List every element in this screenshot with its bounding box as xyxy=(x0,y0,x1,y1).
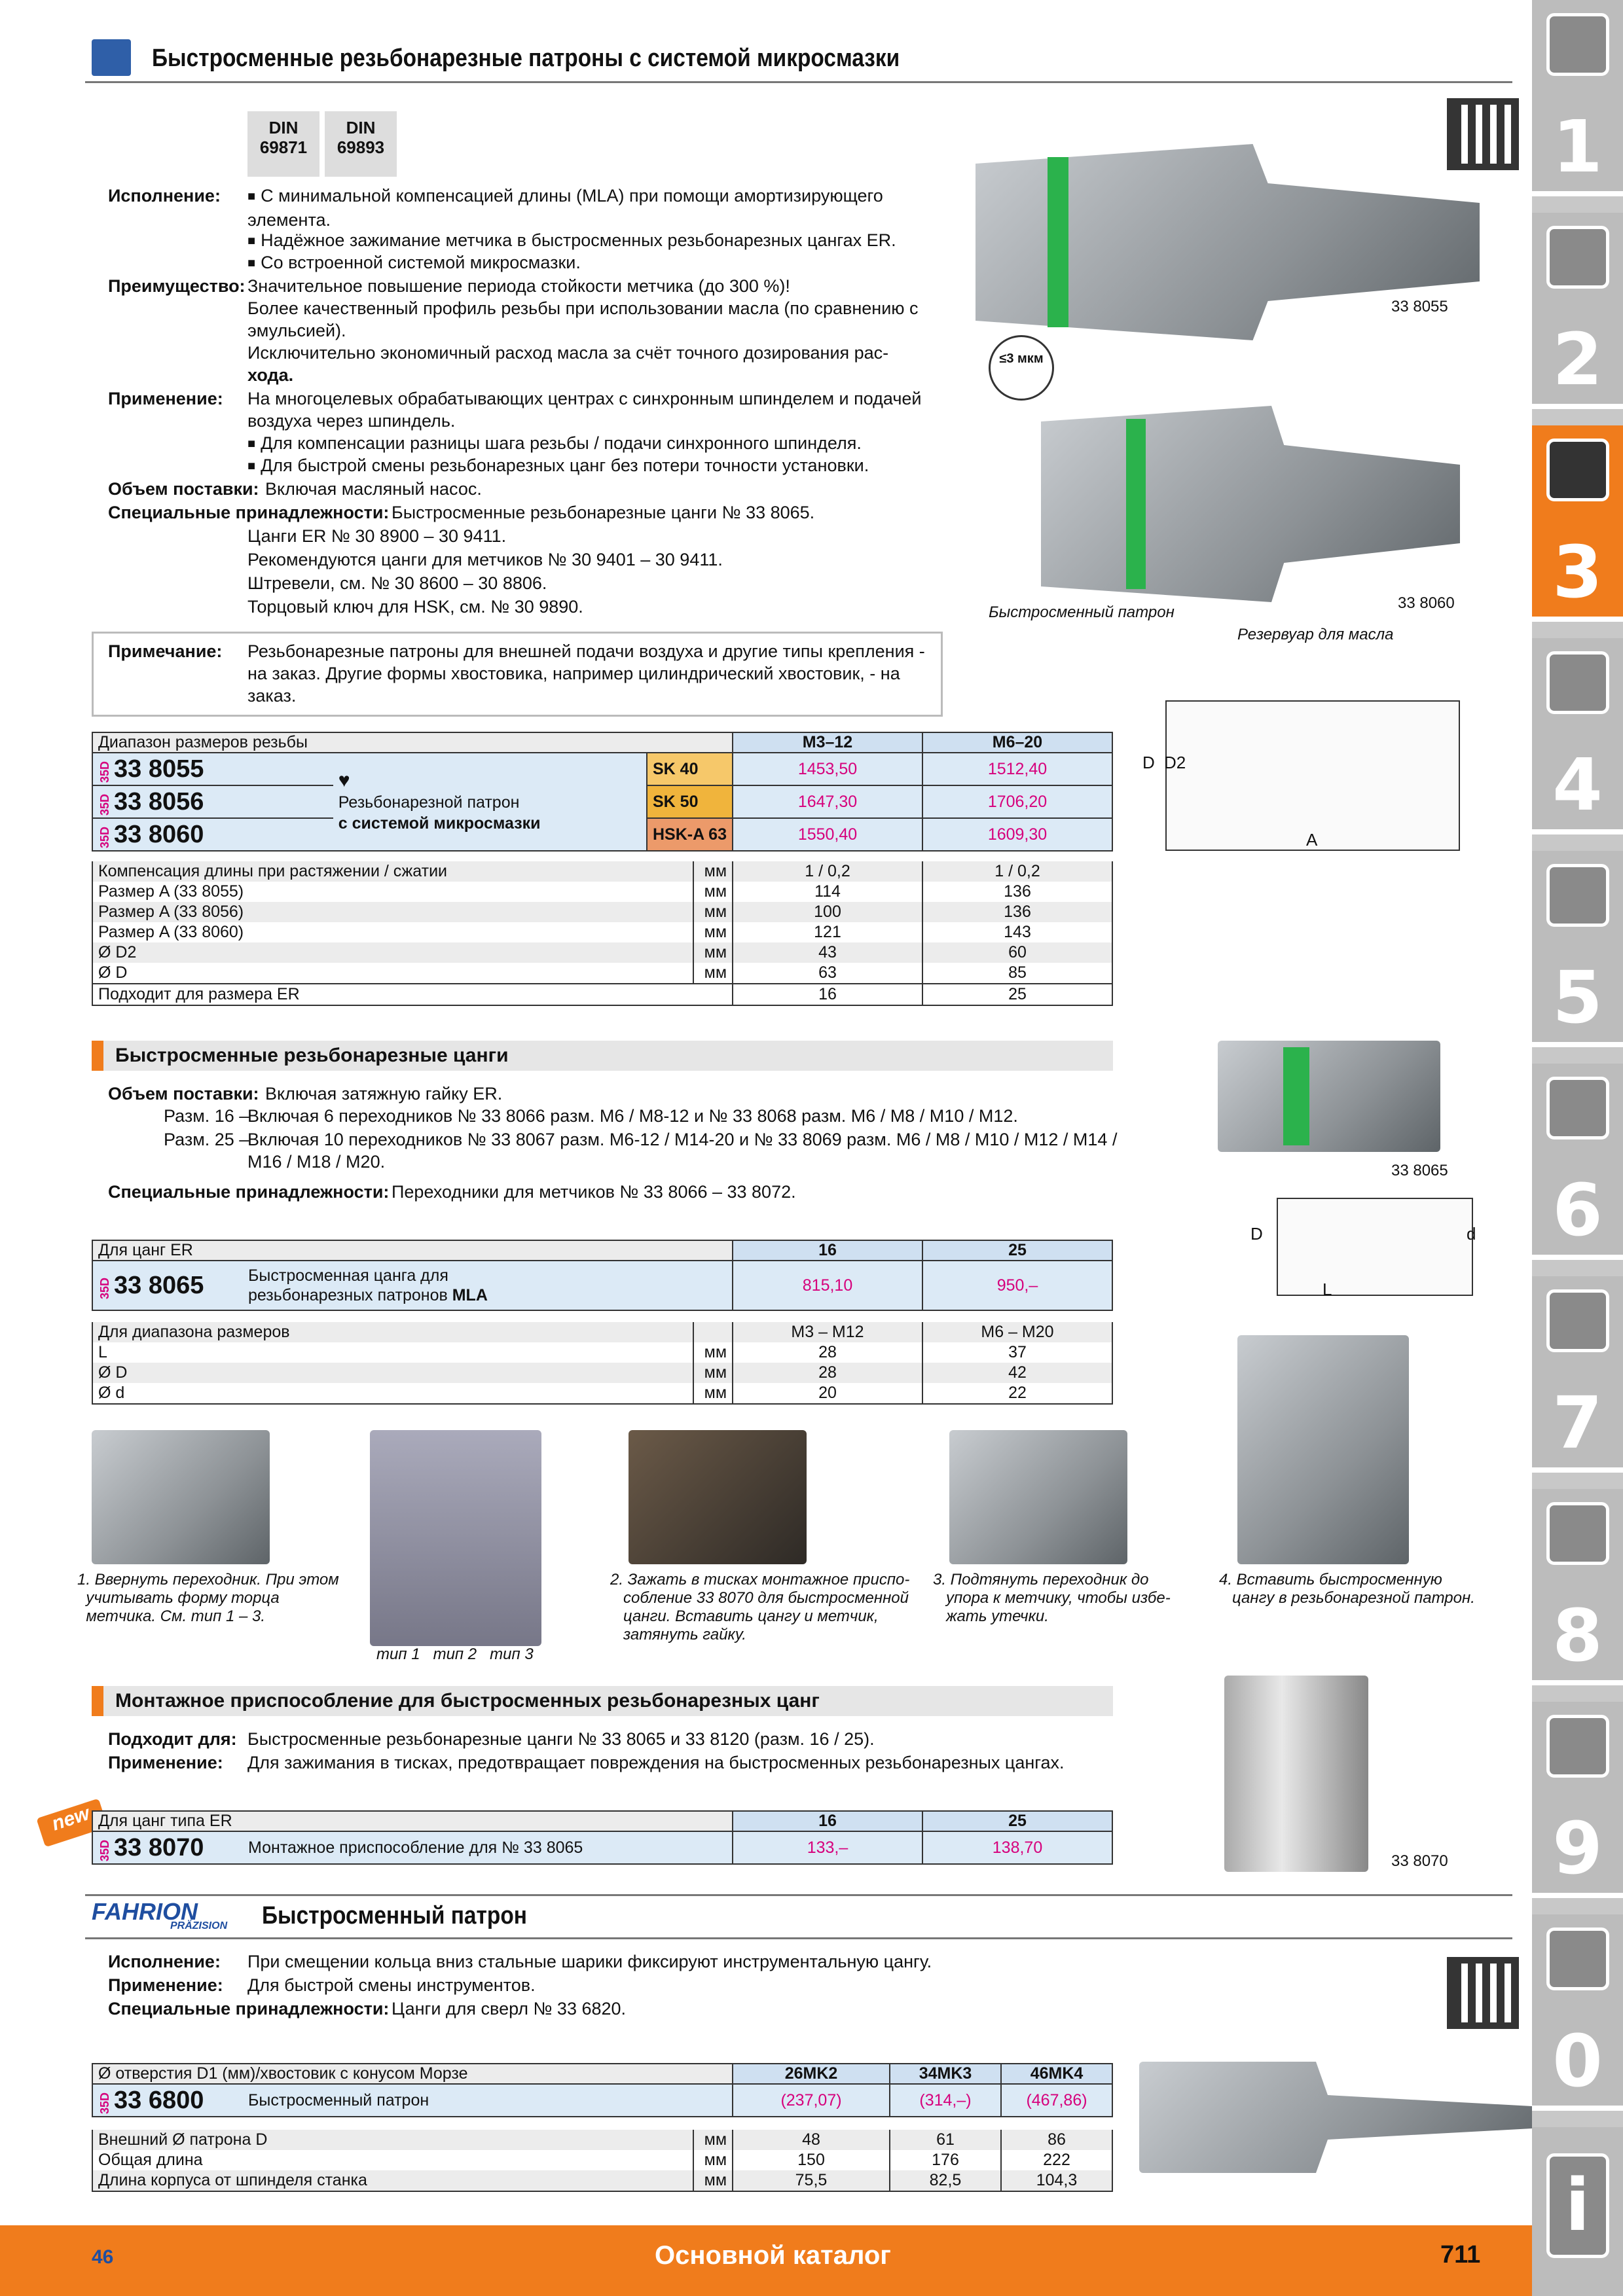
tab-2[interactable]: 2 xyxy=(1532,213,1623,409)
sec4-prim-label: Применение: xyxy=(108,1975,223,1995)
note-1: Резьбонарезные патроны для внешней подачи воздуха и другие типы крепления - xyxy=(247,641,925,661)
t4-v03: 86 xyxy=(1001,2130,1112,2150)
sec4-spec: Цанги для сверл № 33 6820. xyxy=(392,1999,627,2018)
green-ring-1 xyxy=(1048,157,1068,327)
t1-prop5: Ø D xyxy=(92,963,693,984)
qr-code-bottom[interactable] xyxy=(1447,1957,1519,2029)
cap-oil-reservoir: Резервуар для масла xyxy=(1237,626,1394,643)
header-rule xyxy=(85,81,1512,83)
t4-p1: (237,07) xyxy=(733,2084,890,2117)
dim-D2: D2 xyxy=(1164,753,1186,772)
t1-v41: 43 xyxy=(733,942,922,963)
tap-icon xyxy=(1546,439,1609,501)
spec-1: Быстросменные резьбонарезные цанги № 33 8065. xyxy=(392,503,815,522)
tab-9[interactable]: 9 xyxy=(1532,1702,1623,1898)
t1-er-label: Подходит для размера ER xyxy=(92,984,733,1005)
t1-v02: 1 / 0,2 xyxy=(922,861,1112,882)
fahrion-rule-top xyxy=(85,1894,1512,1896)
t2-v12: 37 xyxy=(922,1342,1112,1363)
prim-2: воздуха через шпиндель. xyxy=(247,411,456,431)
t4-col3: 46MK4 xyxy=(1001,2064,1112,2084)
t2-v02: M6 – M20 xyxy=(922,1322,1112,1342)
t4-desc: Быстросменный патрон xyxy=(243,2084,733,2117)
t1-p22: 1706,20 xyxy=(922,785,1112,818)
t4-v11: 150 xyxy=(733,2150,890,2170)
t4-unit2: мм xyxy=(693,2170,733,2191)
tab-3[interactable]: 3 xyxy=(1532,425,1623,622)
footer-page-left: 46 xyxy=(92,2246,114,2268)
t1-v12: 136 xyxy=(922,882,1112,902)
sec3-pod-label: Подходит для: xyxy=(108,1729,237,1749)
obem-text: Включая масляный насос. xyxy=(265,479,482,499)
fahrion-logo: FAHRION PRÄZISION xyxy=(92,1898,228,1931)
t4-v01: 48 xyxy=(733,2130,890,2150)
ispolnenie-3: ■ Со встроенной системой микросмазки. xyxy=(247,251,581,276)
hand-tools-icon xyxy=(1546,1289,1609,1352)
t4-v02: 61 xyxy=(890,2130,1001,2150)
sec4-isp-label: Исполнение: xyxy=(108,1952,221,1971)
tab-8[interactable]: 8 xyxy=(1532,1489,1623,1685)
t1-unit4: мм xyxy=(693,942,733,963)
t2-v31: 20 xyxy=(733,1383,922,1404)
t2-unit3: мм xyxy=(693,1383,733,1404)
t2-v11: 28 xyxy=(733,1342,922,1363)
header-logo xyxy=(92,39,131,76)
footer-page-right: 711 xyxy=(1440,2241,1481,2269)
t1-unit5: мм xyxy=(693,963,733,984)
t4-v22: 82,5 xyxy=(890,2170,1001,2191)
step-types-cap: тип 1 тип 2 тип 3 xyxy=(376,1645,534,1663)
t3-p2: 138,70 xyxy=(922,1831,1112,1864)
t1-v11: 114 xyxy=(733,882,922,902)
collet-photo xyxy=(1218,1041,1440,1152)
dim-d-collet: d xyxy=(1467,1224,1476,1244)
t4-v12: 176 xyxy=(890,2150,1001,2170)
t4-prop1: Общая длина xyxy=(92,2150,693,2170)
t1-p11: 1453,50 xyxy=(733,753,922,785)
t2-p2: 950,– xyxy=(922,1261,1112,1310)
dim-D: D xyxy=(1142,753,1155,772)
t2-prop3: Ø d xyxy=(92,1383,693,1404)
t2-v21: 28 xyxy=(733,1363,922,1383)
t1-row2-art: 35D 33 8056 xyxy=(92,785,333,818)
insert-icon xyxy=(1546,226,1609,289)
t1-row1-art: 35D 33 8055 xyxy=(92,753,333,785)
sec3-prim-label: Применение: xyxy=(108,1753,223,1772)
t1-col1: M3–12 xyxy=(733,732,922,753)
t2-desc: Быстросменная цанга для резьбонарезных патронов MLA xyxy=(243,1261,733,1310)
tab-6[interactable]: 6 xyxy=(1532,1064,1623,1260)
t1-v52: 85 xyxy=(922,963,1112,984)
table-fahrion-props xyxy=(92,2130,1113,2192)
t1-er-1: 16 xyxy=(733,984,922,1005)
t3-art: 35D 33 8070 xyxy=(92,1831,243,1864)
section-collets-head: Быстросменные резьбонарезные цанги xyxy=(92,1041,1113,1071)
note-2: на заказ. Другие формы хвостовика, например цилиндрический хвостовик, - на xyxy=(247,664,900,683)
t1-prop1: Размер A (33 8055) xyxy=(92,882,693,902)
t4-col2: 34MK3 xyxy=(890,2064,1001,2084)
t4-prop0: Внешний Ø патрона D xyxy=(92,2130,693,2150)
t4-unit0: мм xyxy=(693,2130,733,2150)
page-title: Быстросменные резьбонарезные патроны с системой микросмазки xyxy=(152,45,900,72)
qr-code-top[interactable] xyxy=(1447,98,1519,170)
cabinet-icon xyxy=(1546,1715,1609,1778)
info-icon: i xyxy=(1546,2153,1609,2258)
t1-prop0: Компенсация длины при растяжении / сжатии xyxy=(92,861,693,882)
dimension-drawing-chuck xyxy=(1165,700,1460,851)
t2-col2: 25 xyxy=(922,1240,1112,1261)
grinding-icon xyxy=(1546,864,1609,927)
t1-prop2: Размер A (33 8056) xyxy=(92,902,693,922)
t3-col1: 16 xyxy=(733,1811,922,1831)
tab-4[interactable]: 4 xyxy=(1532,638,1623,834)
t1-prop4: Ø D2 xyxy=(92,942,693,963)
t4-p2: (314,–) xyxy=(890,2084,1001,2117)
t1-p31: 1550,40 xyxy=(733,818,922,851)
sec2-r25t2: M16 / M18 / M20. xyxy=(247,1152,386,1172)
preim-2: Более качественный профиль резьбы при использовании масла (по сравнению с xyxy=(247,298,919,318)
t1-prop3: Размер A (33 8060) xyxy=(92,922,693,942)
obem-label: Объем поставки: xyxy=(108,479,259,499)
t1-desc: ♥ Резьбонарезной патрон с системой микросмазки xyxy=(333,753,647,851)
table-collets xyxy=(92,1240,1113,1311)
t2-unit2: мм xyxy=(693,1363,733,1383)
spec-label: Специальные принадлежности: xyxy=(108,503,390,522)
code-338065: 33 8065 xyxy=(1391,1162,1448,1179)
t4-v13: 222 xyxy=(1001,2150,1112,2170)
ispolnenie-1: ■ С минимальной компенсацией длины (MLA) при помощи амортизирующего элемента. xyxy=(247,185,922,231)
t1-unit3: мм xyxy=(693,922,733,942)
t2-art: 35D 33 8065 xyxy=(92,1261,243,1310)
collet-green-ring xyxy=(1283,1047,1309,1145)
step3-cap: 3. Подтянуть переходник до упора к метчику, чтобы избе- жать утечки. xyxy=(933,1571,1171,1625)
note-3: заказ. xyxy=(247,686,297,706)
t1-p12: 1512,40 xyxy=(922,753,1112,785)
safety-icon xyxy=(1546,1928,1609,1990)
t4-prop2: Длина корпуса от шпинделя станка xyxy=(92,2170,693,2191)
t3-head: Для цанг типа ER xyxy=(92,1811,733,1831)
t1-row3-art: 35D 33 8060 xyxy=(92,818,333,851)
prim-4: ■ Для быстрой смены резьбонарезных цанг без потери точности установки. xyxy=(247,454,869,478)
t1-v32: 143 xyxy=(922,922,1112,942)
new-badge: new xyxy=(36,1799,107,1848)
t2-col1: 16 xyxy=(733,1240,922,1261)
preim-3: эмульсией). xyxy=(247,321,346,340)
t1-v31: 121 xyxy=(733,922,922,942)
step-types-photo xyxy=(370,1430,541,1646)
t1-unit2: мм xyxy=(693,902,733,922)
t1-v21: 100 xyxy=(733,902,922,922)
sec2-r25: Разм. 25 – xyxy=(164,1130,249,1149)
sec2-r16t: Включая 6 переходников № 33 8066 разм. M6 / M8-12 и № 33 8068 разм. M6 / M8 / M10 / M12. xyxy=(247,1106,1018,1126)
prim-label: Применение: xyxy=(108,389,223,408)
collet-drawing xyxy=(1277,1198,1473,1296)
ispolnenie-label: Исполнение: xyxy=(108,186,221,206)
t4-v21: 75,5 xyxy=(733,2170,890,2191)
sec2-obem-label: Объем поставки: xyxy=(108,1084,259,1103)
t2-prop2: Ø D xyxy=(92,1363,693,1383)
tab-1[interactable]: 1 xyxy=(1532,0,1623,196)
din-69871: DIN 69871 xyxy=(247,111,319,177)
table-collets-props xyxy=(92,1322,1113,1405)
product-photo-338060 xyxy=(1041,406,1460,602)
sec2-r16: Разм. 16 – xyxy=(164,1106,249,1126)
step1-cap: 1. Ввернуть переходник. При этом учитывать форму торца метчика. См. тип 1 – 3. xyxy=(77,1571,339,1625)
footer-title: Основной каталог xyxy=(655,2241,891,2270)
t2-v22: 42 xyxy=(922,1363,1112,1383)
fixture-photo xyxy=(1224,1676,1368,1872)
tab-7[interactable]: 7 xyxy=(1532,1276,1623,1473)
t2-v01: M3 – M12 xyxy=(733,1322,922,1342)
t1-v42: 60 xyxy=(922,942,1112,963)
t1-spec2: SK 50 xyxy=(647,785,733,818)
table-fixture xyxy=(92,1810,1113,1865)
t1-spec1: SK 40 xyxy=(647,753,733,785)
step4-photo xyxy=(1237,1335,1409,1564)
t1-v51: 63 xyxy=(733,963,922,984)
t1-unit0: мм xyxy=(693,861,733,882)
green-ring-2 xyxy=(1126,419,1146,589)
sec4-isp: При смещении кольца вниз стальные шарики фиксируют инструментальную цангу. xyxy=(247,1952,932,1971)
din-69893: DIN 69893 xyxy=(325,111,397,177)
t1-unit1: мм xyxy=(693,882,733,902)
spec-2: Цанги ER № 30 8900 – 30 9411. xyxy=(247,526,507,546)
tab-5[interactable]: 5 xyxy=(1532,851,1623,1047)
t1-spec3: HSK-A 63 xyxy=(647,818,733,851)
t2-v32: 22 xyxy=(922,1383,1112,1404)
sec2-spec-label: Специальные принадлежности: xyxy=(108,1182,390,1202)
table-chucks xyxy=(92,732,1113,852)
cap-quick-chuck: Быстросменный патрон xyxy=(989,603,1175,621)
t1-head: Диапазон размеров резьбы xyxy=(92,732,733,753)
sec4-prim: Для быстрой смены инструментов. xyxy=(247,1975,536,1995)
sec2-r25t: Включая 10 переходников № 33 8067 разм. M6-12 / M14-20 и № 33 8069 разм. M6 / M8 / M10 / M12 / M14 / xyxy=(247,1130,1118,1149)
wrench-icon xyxy=(1546,1077,1609,1139)
step4-cap: 4. Вставить быстросменную цангу в резьбонарезной патрон. xyxy=(1219,1571,1475,1607)
tab-info[interactable] xyxy=(1532,2127,1623,2296)
sec2-spec: Переходники для метчиков № 33 8066 – 33 8072. xyxy=(392,1182,796,1202)
sec3-pod: Быстросменные резьбонарезные цанги № 33 8065 и 33 8120 (разм. 16 / 25). xyxy=(247,1729,875,1749)
drill-icon xyxy=(1546,13,1609,76)
step1-photo xyxy=(92,1430,270,1564)
quick-chuck-photo xyxy=(1139,2062,1532,2173)
preim-4: Исключительно экономичный расход масла за счёт точного дозирования рас- xyxy=(247,343,889,363)
spec-4: Штревели, см. № 30 8600 – 30 8806. xyxy=(247,573,547,593)
t4-head: Ø отверстия D1 (мм)/хвостовик с конусом Морзе xyxy=(92,2064,733,2084)
spec-3: Рекомендуются цанги для метчиков № 30 9401 – 30 9411. xyxy=(247,550,723,569)
t1-er-2: 25 xyxy=(922,984,1112,1005)
t4-p3: (467,86) xyxy=(1001,2084,1112,2117)
t3-col2: 25 xyxy=(922,1811,1112,1831)
preim-label: Преимущество: xyxy=(108,276,246,296)
preim-5: хода. xyxy=(247,365,294,385)
preim-1: Значительное повышение периода стойкости метчика (до 300 %)! xyxy=(247,276,790,296)
sec2-obem: Включая затяжную гайку ER. xyxy=(265,1084,503,1103)
step2-cap: 2. Зажать в тисках монтажное приспо- собление 33 8070 для быстросменной цанги. Вставить цангу и метчик, затянуть гайку. xyxy=(610,1571,910,1643)
code-338070: 33 8070 xyxy=(1391,1852,1448,1870)
t4-art: 35D 33 6800 xyxy=(92,2084,243,2117)
sec3-prim: Для зажимания в тисках, предотвращает повреждения на быстросменных резьбонарезных цангах. xyxy=(247,1753,1065,1772)
ispolnenie-2: ■ Надёжное зажимание метчика в быстросменных резьбонарезных цангах ER. xyxy=(247,229,896,253)
t4-col1: 26MK2 xyxy=(733,2064,890,2084)
microlube-icon: ≤3 мкм xyxy=(989,335,1054,401)
t4-unit1: мм xyxy=(693,2150,733,2170)
code-338060: 33 8060 xyxy=(1398,594,1455,612)
t2-prop1: L xyxy=(92,1342,693,1363)
fahrion-title: Быстросменный патрон xyxy=(262,1902,527,1929)
code-338055: 33 8055 xyxy=(1391,298,1448,315)
t3-desc: Монтажное приспособление для № 33 8065 xyxy=(243,1831,733,1864)
step3-photo xyxy=(949,1430,1127,1564)
tab-0[interactable]: 0 xyxy=(1532,1914,1623,2111)
dim-L-collet: L xyxy=(1322,1280,1332,1299)
sec4-spec-label: Специальные принадлежности: xyxy=(108,1999,390,2018)
prim-3: ■ Для компенсации разницы шага резьбы / подачи синхронного шпинделя. xyxy=(247,432,862,456)
t1-v22: 136 xyxy=(922,902,1112,922)
prim-1: На многоцелевых обрабатывающих центрах с синхронным шпинделем и подачей xyxy=(247,389,922,408)
t1-p32: 1609,30 xyxy=(922,818,1112,851)
section-fixture-head: Монтажное приспособление для быстросменных резьбонарезных цанг xyxy=(92,1686,1113,1716)
t2-p1: 815,10 xyxy=(733,1261,922,1310)
t2-head: Для цанг ER xyxy=(92,1240,733,1261)
t1-v01: 1 / 0,2 xyxy=(733,861,922,882)
table-chucks-props xyxy=(92,861,1113,1006)
note-label: Примечание: xyxy=(108,641,223,661)
dim-D-collet: D xyxy=(1250,1224,1263,1244)
dim-A: A xyxy=(1306,830,1318,850)
spec-5: Торцовый ключ для HSK, см. № 30 9890. xyxy=(247,597,583,617)
fahrion-rule xyxy=(85,1937,1512,1939)
t1-p21: 1647,30 xyxy=(733,785,922,818)
t1-col2: M6–20 xyxy=(922,732,1112,753)
power-tools-icon xyxy=(1546,1502,1609,1565)
table-fahrion xyxy=(92,2063,1113,2117)
step2-photo xyxy=(629,1430,807,1564)
caliper-icon xyxy=(1546,651,1609,714)
t3-p1: 133,– xyxy=(733,1831,922,1864)
t4-v23: 104,3 xyxy=(1001,2170,1112,2191)
t2-unit0 xyxy=(693,1322,733,1342)
t2-unit1: мм xyxy=(693,1342,733,1363)
t2-prop0: Для диапазона размеров xyxy=(92,1322,693,1342)
